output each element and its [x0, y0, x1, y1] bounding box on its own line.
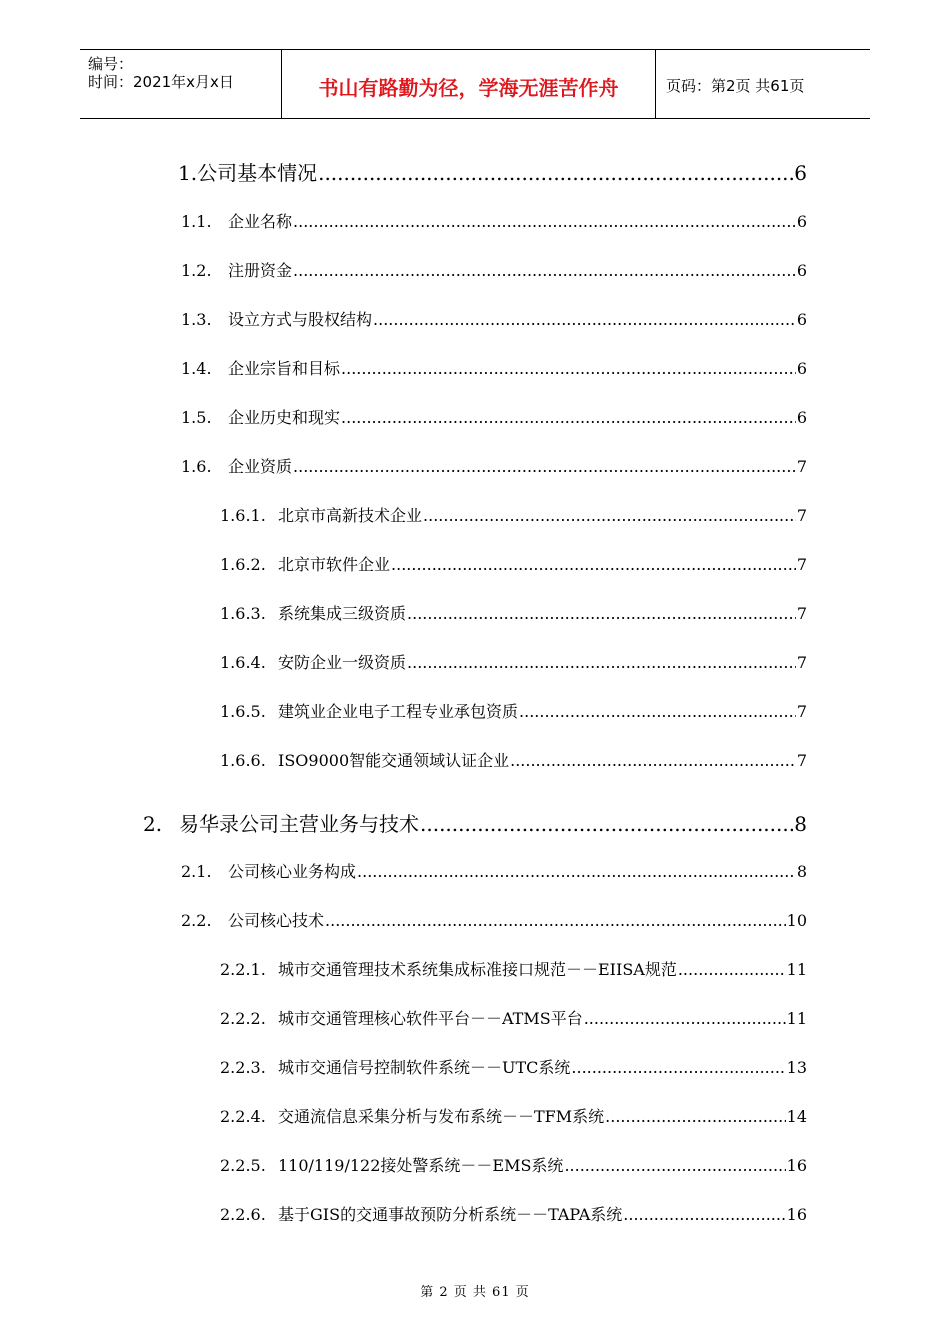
document-date-label: 时间：2021年x月x日: [88, 73, 234, 91]
toc-leader: [623, 1205, 785, 1224]
toc-leader: [341, 359, 796, 378]
toc-number: 1.3.: [181, 310, 212, 329]
header-motto-cell: [282, 50, 656, 118]
toc-leader: [357, 862, 796, 881]
toc-title: ISO9000智能交通领域认证企业: [278, 751, 510, 770]
toc-title: 安防企业一级资质: [278, 653, 407, 672]
toc-leader: [420, 812, 793, 836]
toc-leader: [391, 555, 796, 574]
toc-entry-1-6-5[interactable]: [220, 699, 807, 722]
toc-page-number: 11: [786, 1009, 807, 1028]
header-motto: 书山有路勤为径，学海无涯苦作舟: [318, 76, 619, 100]
toc-entry-2-2-3[interactable]: [220, 1055, 807, 1078]
toc-page-number: 7: [796, 604, 807, 623]
toc-page-number: 10: [786, 911, 807, 930]
header-meta-cell: [80, 50, 282, 118]
toc-number: 1.6.5.: [220, 702, 266, 721]
toc-title: 公司核心技术: [228, 911, 325, 930]
toc-leader: [564, 1156, 785, 1175]
toc-entry-1-1[interactable]: [181, 209, 807, 232]
toc-number: 1.1.: [181, 212, 212, 231]
header-page-cell: [656, 50, 870, 118]
toc-leader: [605, 1107, 785, 1126]
toc-entry-2-2-6[interactable]: [220, 1202, 807, 1225]
toc-page-number: 6: [796, 408, 807, 427]
toc-leader: [341, 408, 796, 427]
toc-page-number: 16: [786, 1156, 807, 1175]
toc-page-number: 11: [786, 960, 807, 979]
toc-title: 城市交通信号控制软件系统－－UTC系统: [278, 1058, 571, 1077]
toc-number: 1.6.4.: [220, 653, 266, 672]
toc-entry-1-2[interactable]: [181, 258, 807, 281]
toc-number: 2.2.6.: [220, 1205, 266, 1224]
toc-page-number: 13: [786, 1058, 807, 1077]
toc-page-number: 6: [794, 161, 807, 185]
toc-number: 2.2.4.: [220, 1107, 266, 1126]
toc-entry-1-5[interactable]: [181, 405, 807, 428]
toc-page-number: 6: [796, 310, 807, 329]
toc-entry-2-2-4[interactable]: [220, 1104, 807, 1127]
toc-title: 城市交通管理技术系统集成标准接口规范－－EIISA规范: [278, 960, 677, 979]
toc-title: 注册资金: [228, 261, 293, 280]
toc-page-number: 7: [796, 457, 807, 476]
toc-entry-2-1[interactable]: [181, 859, 807, 882]
toc-title: 基于GIS的交通事故预防分析系统－－TAPA系统: [278, 1205, 623, 1224]
toc-page-number: 8: [794, 812, 807, 836]
toc-leader: [571, 1058, 785, 1077]
toc-number: 2.2.3.: [220, 1058, 266, 1077]
document-number-label: 编号：: [88, 55, 134, 73]
toc-number: 1.6.3.: [220, 604, 266, 623]
toc-number: 1.6.1.: [220, 506, 266, 525]
toc-leader: [407, 604, 796, 623]
toc-leader: [423, 506, 796, 525]
toc-entry-2[interactable]: [143, 808, 807, 837]
toc-title: 交通流信息采集分析与发布系统－－TFM系统: [278, 1107, 605, 1126]
toc-number: 1.6.: [181, 457, 212, 476]
toc-title: 北京市高新技术企业: [278, 506, 423, 525]
toc-number: 2.2.5.: [220, 1156, 266, 1175]
toc-title: 易华录公司主营业务与技术: [179, 812, 419, 836]
toc-number: 1.4.: [181, 359, 212, 378]
toc-page-number: 16: [786, 1205, 807, 1224]
toc-title: 建筑业企业电子工程专业承包资质: [278, 702, 519, 721]
toc-page-number: 7: [796, 506, 807, 525]
toc-page-number: 7: [796, 702, 807, 721]
toc-leader: [584, 1009, 786, 1028]
toc-page-number: 6: [796, 212, 807, 231]
toc-number: 2.2.1.: [220, 960, 266, 979]
toc-entry-1-6-1[interactable]: [220, 503, 807, 526]
toc-entry-1-6-4[interactable]: [220, 650, 807, 673]
page-footer: 第 2 页 共 61 页: [420, 1285, 530, 1300]
toc-number: 2.: [143, 812, 163, 836]
toc-entry-2-2-5[interactable]: [220, 1153, 807, 1176]
toc-title: 企业宗旨和目标: [228, 359, 341, 378]
toc-page-number: 7: [796, 751, 807, 770]
toc-page-number: 7: [796, 555, 807, 574]
page-header: [80, 49, 870, 119]
toc-entry-2-2-1[interactable]: [220, 957, 807, 980]
toc-title: 设立方式与股权结构: [228, 310, 373, 329]
toc-page-number: 14: [786, 1107, 807, 1126]
toc-leader: [678, 960, 786, 979]
toc-title: 北京市软件企业: [278, 555, 391, 574]
toc-page-number: 7: [796, 653, 807, 672]
toc-title: 城市交通管理核心软件平台－－ATMS平台: [278, 1009, 583, 1028]
toc-leader: [318, 161, 793, 185]
toc-title: 110/119/122接处警系统－－EMS系统: [278, 1156, 564, 1175]
toc-title: 公司基本情况: [197, 161, 318, 185]
toc-number: 2.2.: [181, 911, 212, 930]
toc-entry-2-2-2[interactable]: [220, 1006, 807, 1029]
toc-title: 企业历史和现实: [228, 408, 341, 427]
toc-number: 1.6.2.: [220, 555, 266, 574]
toc-number: 2.2.2.: [220, 1009, 266, 1028]
toc-entry-1-4[interactable]: [181, 356, 807, 379]
toc-page-number: 6: [796, 261, 807, 280]
toc-number: 1.5.: [181, 408, 212, 427]
toc-leader: [325, 911, 786, 930]
toc-number: 1.2.: [181, 261, 212, 280]
toc-title: 企业资质: [228, 457, 293, 476]
toc-title: 企业名称: [228, 212, 293, 231]
header-page-info: 页码：第2页 共61页: [666, 77, 805, 95]
toc-entry-1-6[interactable]: [181, 454, 807, 477]
toc-leader: [373, 310, 796, 329]
toc-leader: [293, 457, 796, 476]
toc-number: 2.1.: [181, 862, 212, 881]
toc-number: 1.: [178, 161, 198, 185]
toc-entry-1-3[interactable]: [181, 307, 807, 330]
toc-title: 公司核心业务构成: [228, 862, 357, 881]
toc-leader: [293, 212, 796, 231]
toc-leader: [519, 702, 796, 721]
toc-entry-2-2[interactable]: [181, 908, 807, 931]
toc-leader: [510, 751, 796, 770]
toc-leader: [407, 653, 796, 672]
toc-leader: [293, 261, 796, 280]
toc-entry-1-6-6[interactable]: [220, 748, 807, 771]
toc-entry-1-6-2[interactable]: [220, 552, 807, 575]
toc-entry-1-6-3[interactable]: [220, 601, 807, 624]
toc-entry-1[interactable]: [178, 157, 807, 186]
toc-number: 1.6.6.: [220, 751, 266, 770]
toc-page-number: 8: [796, 862, 807, 881]
toc-title: 系统集成三级资质: [278, 604, 407, 623]
toc-page-number: 6: [796, 359, 807, 378]
